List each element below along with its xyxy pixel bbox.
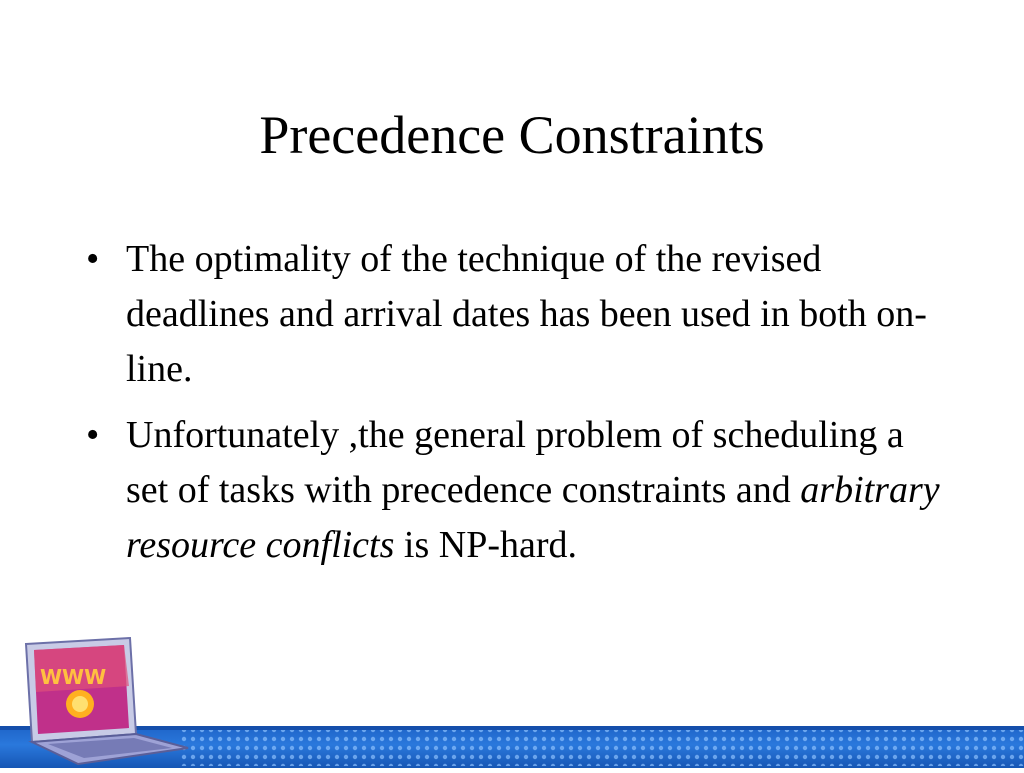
bullet-list bbox=[86, 232, 946, 584]
bullet-marker: • bbox=[86, 238, 100, 280]
bullet-text-emphasis: arbitrary resource conflicts bbox=[126, 469, 940, 566]
laptop-icon bbox=[18, 636, 198, 768]
laptop-screen-text: WWW bbox=[40, 665, 107, 689]
bullet-text-start: Unfortunately ,the general problem of scheduling a set of tasks with precedence constraints and bbox=[126, 414, 904, 511]
bullet-item-2 bbox=[86, 408, 946, 573]
bullet-text: The optimality of the technique of the revised deadlines and arrival dates has been used in both on-line. bbox=[126, 238, 927, 390]
bullet-item-1 bbox=[86, 232, 946, 397]
bullet-text-end: is NP-hard. bbox=[394, 524, 578, 566]
slide-title: Precedence Constraints bbox=[259, 105, 765, 165]
bullet-marker: • bbox=[86, 414, 100, 456]
